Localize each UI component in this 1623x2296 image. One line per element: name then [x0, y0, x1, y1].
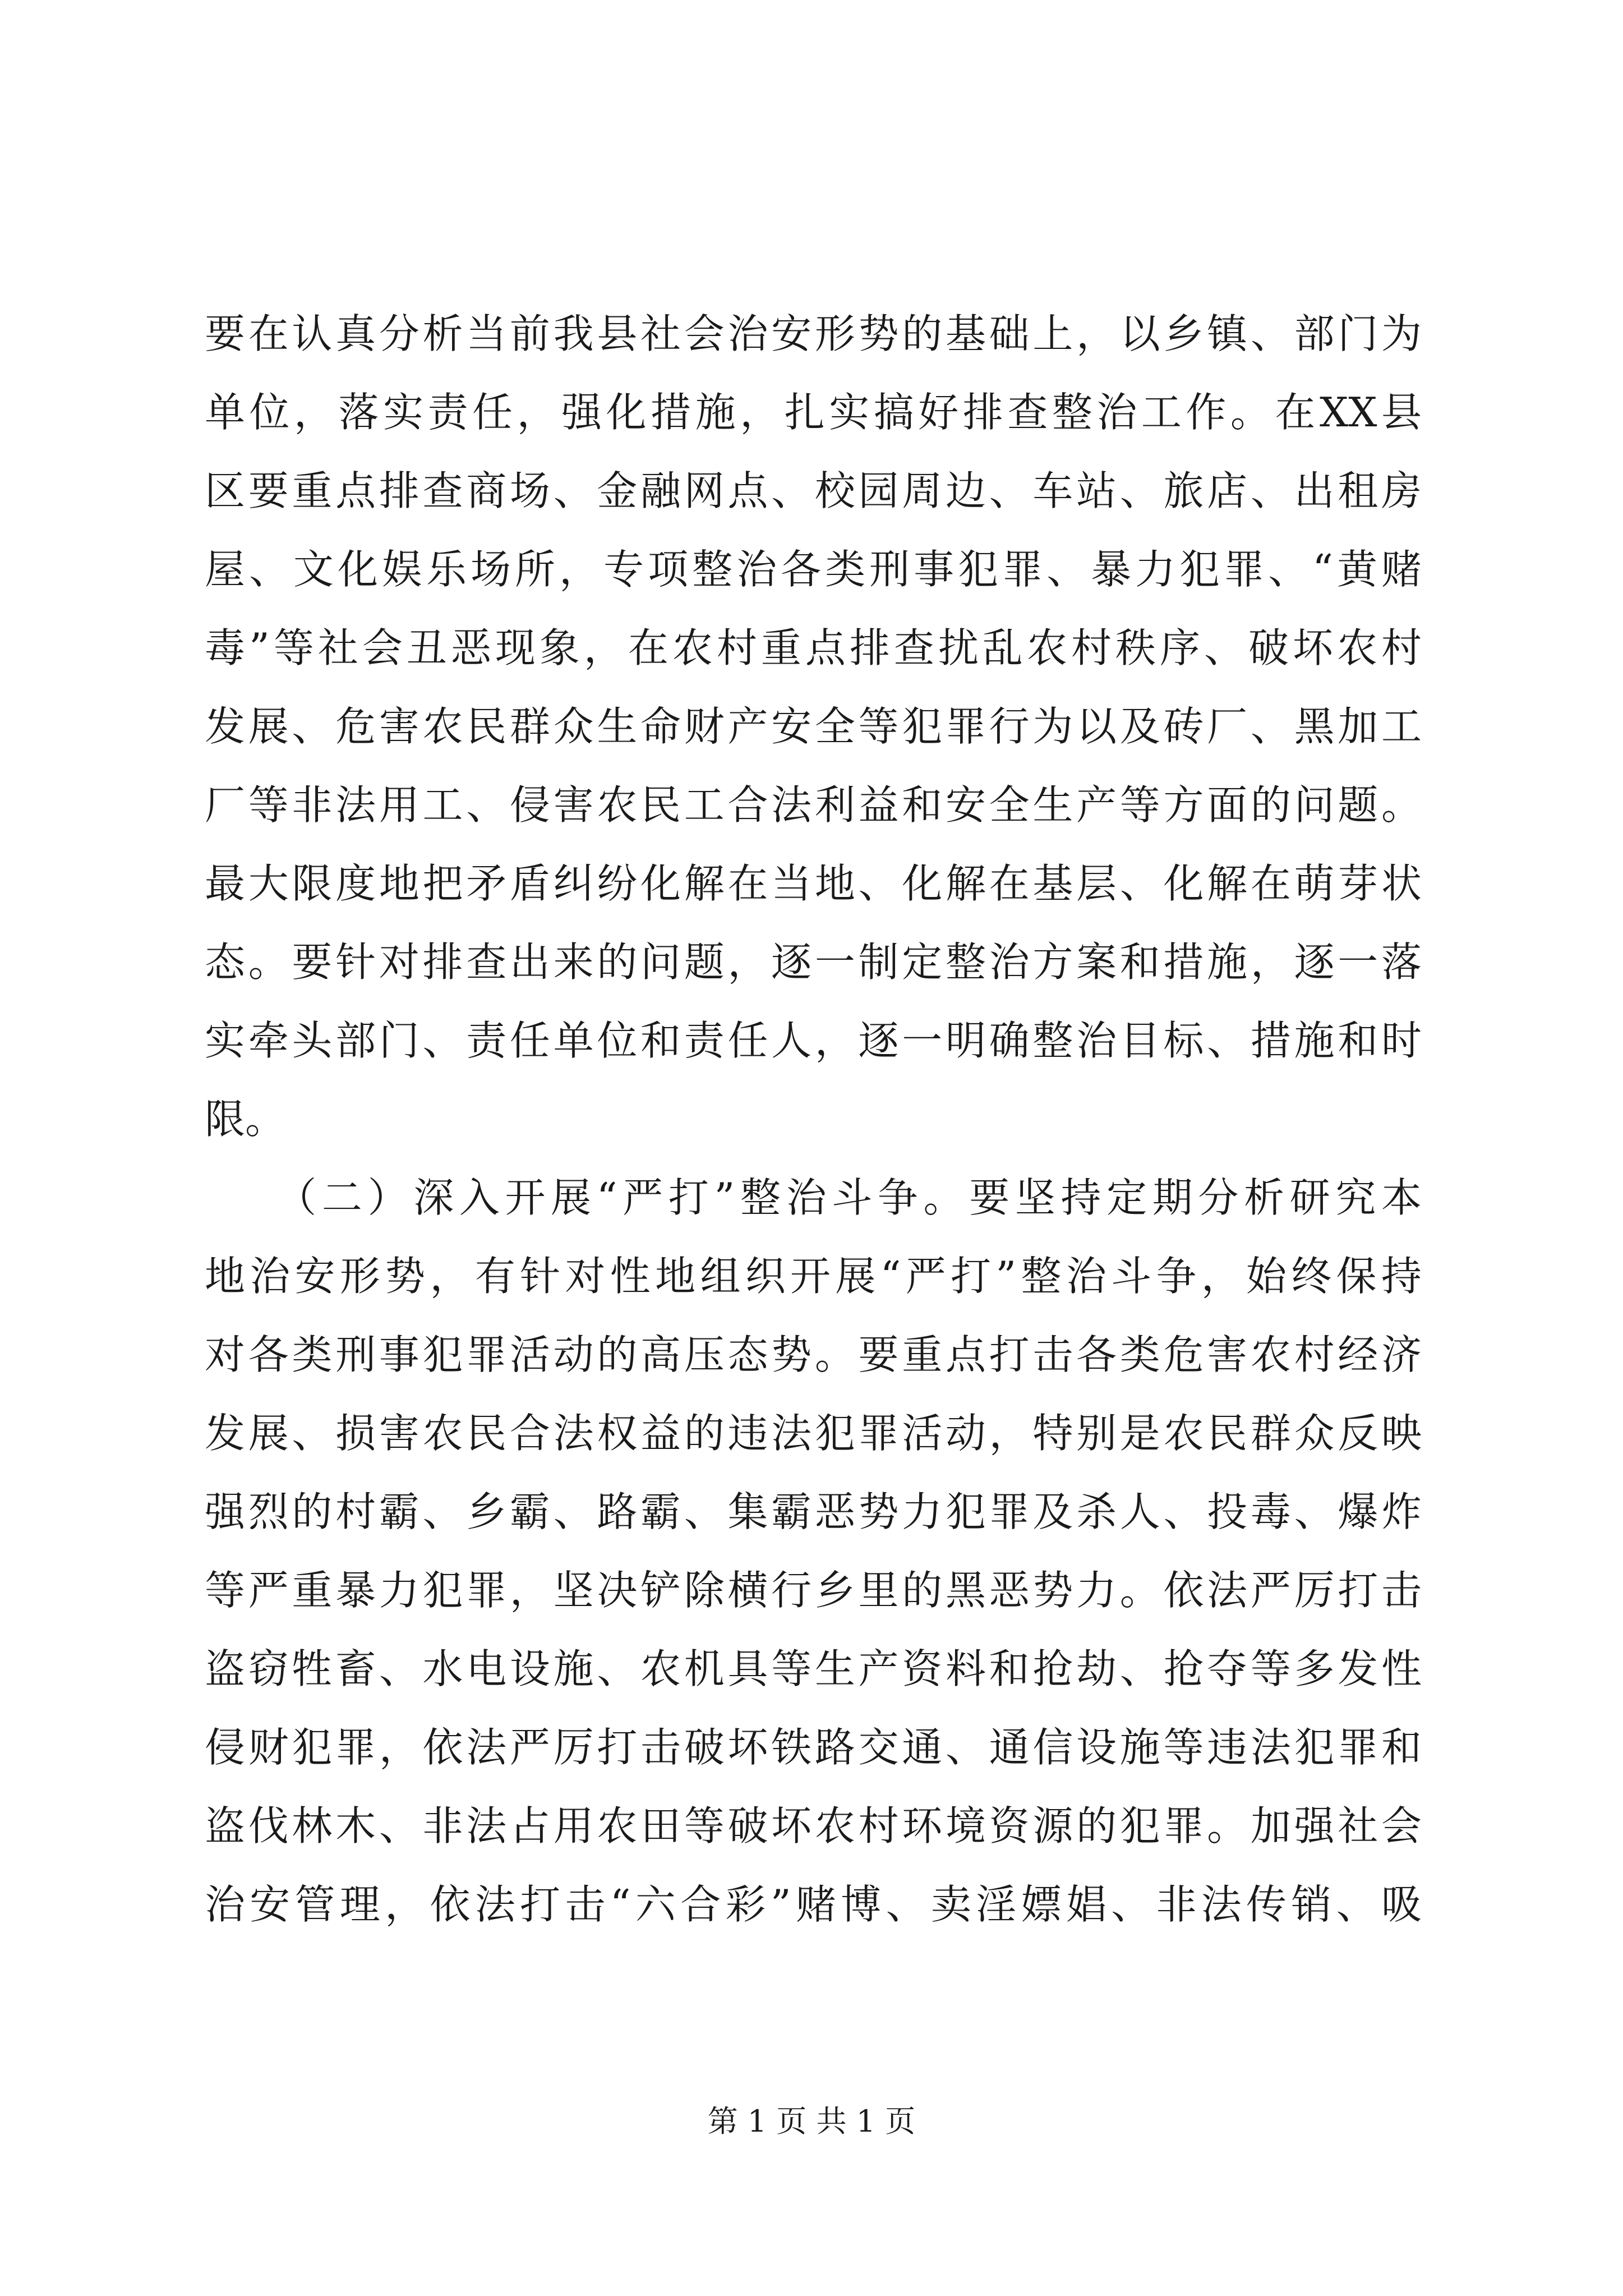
text-line: 等严重暴力犯罪，坚决铲除横行乡里的黑恶势力。依法严厉打击: [205, 1567, 1422, 1614]
text-line: 侵财犯罪，依法严厉打击破坏铁路交通、通信设施等违法犯罪和: [205, 1724, 1422, 1771]
text-line: 地治安形势，有针对性地组织开展“严打”整治斗争，始终保持: [205, 1253, 1422, 1300]
text-line: 盗窃牲畜、水电设施、农机具等生产资料和抢劫、抢夺等多发性: [205, 1645, 1422, 1692]
text-line: 治安管理，依法打击“六合彩”赌博、卖淫嫖娼、非法传销、吸: [205, 1881, 1422, 1928]
text-line: 毒”等社会丑恶现象，在农村重点排查扰乱农村秩序、破坏农村: [205, 624, 1422, 671]
text-line: 区要重点排查商场、金融网点、校园周边、车站、旅店、出租房: [205, 467, 1422, 514]
text-line: 要在认真分析当前我县社会治安形势的基础上，以乡镇、部门为: [205, 310, 1422, 357]
section-heading-line: （二）深入开展“严打”整治斗争。要坚持定期分析研究本: [205, 1174, 1422, 1221]
text-line: 厂等非法用工、侵害农民工合法利益和安全生产等方面的问题。: [205, 781, 1422, 829]
text-line: 实牵头部门、责任单位和责任人，逐一明确整治目标、措施和时: [205, 1017, 1422, 1064]
text-line: 屋、文化娱乐场所，专项整治各类刑事犯罪、暴力犯罪、“黄赌: [205, 546, 1422, 593]
page-number: 第 1 页 共 1 页: [707, 2104, 916, 2139]
text-line: 盗伐林木、非法占用农田等破坏农村环境资源的犯罪。加强社会: [205, 1802, 1422, 1849]
text-line: 单位，落实责任，强化措施，扎实搞好排查整治工作。在XX县: [205, 389, 1422, 436]
text-line: 发展、损害农民合法权益的违法犯罪活动，特别是农民群众反映: [205, 1410, 1422, 1457]
text-line: 发展、危害农民群众生命财产安全等犯罪行为以及砖厂、黑加工: [205, 703, 1422, 750]
text-line: 态。要针对排查出来的问题，逐一制定整治方案和措施，逐一落: [205, 938, 1422, 986]
text-line: 对各类刑事犯罪活动的高压态势。要重点打击各类危害农村经济: [205, 1331, 1422, 1378]
text-line: 强烈的村霸、乡霸、路霸、集霸恶势力犯罪及杀人、投毒、爆炸: [205, 1488, 1422, 1535]
text-line: 限。: [205, 1096, 286, 1143]
text-line: 最大限度地把矛盾纠纷化解在当地、化解在基层、化解在萌芽状: [205, 860, 1422, 907]
document-body: [205, 295, 1422, 1944]
page-footer: [0, 2099, 1623, 2144]
